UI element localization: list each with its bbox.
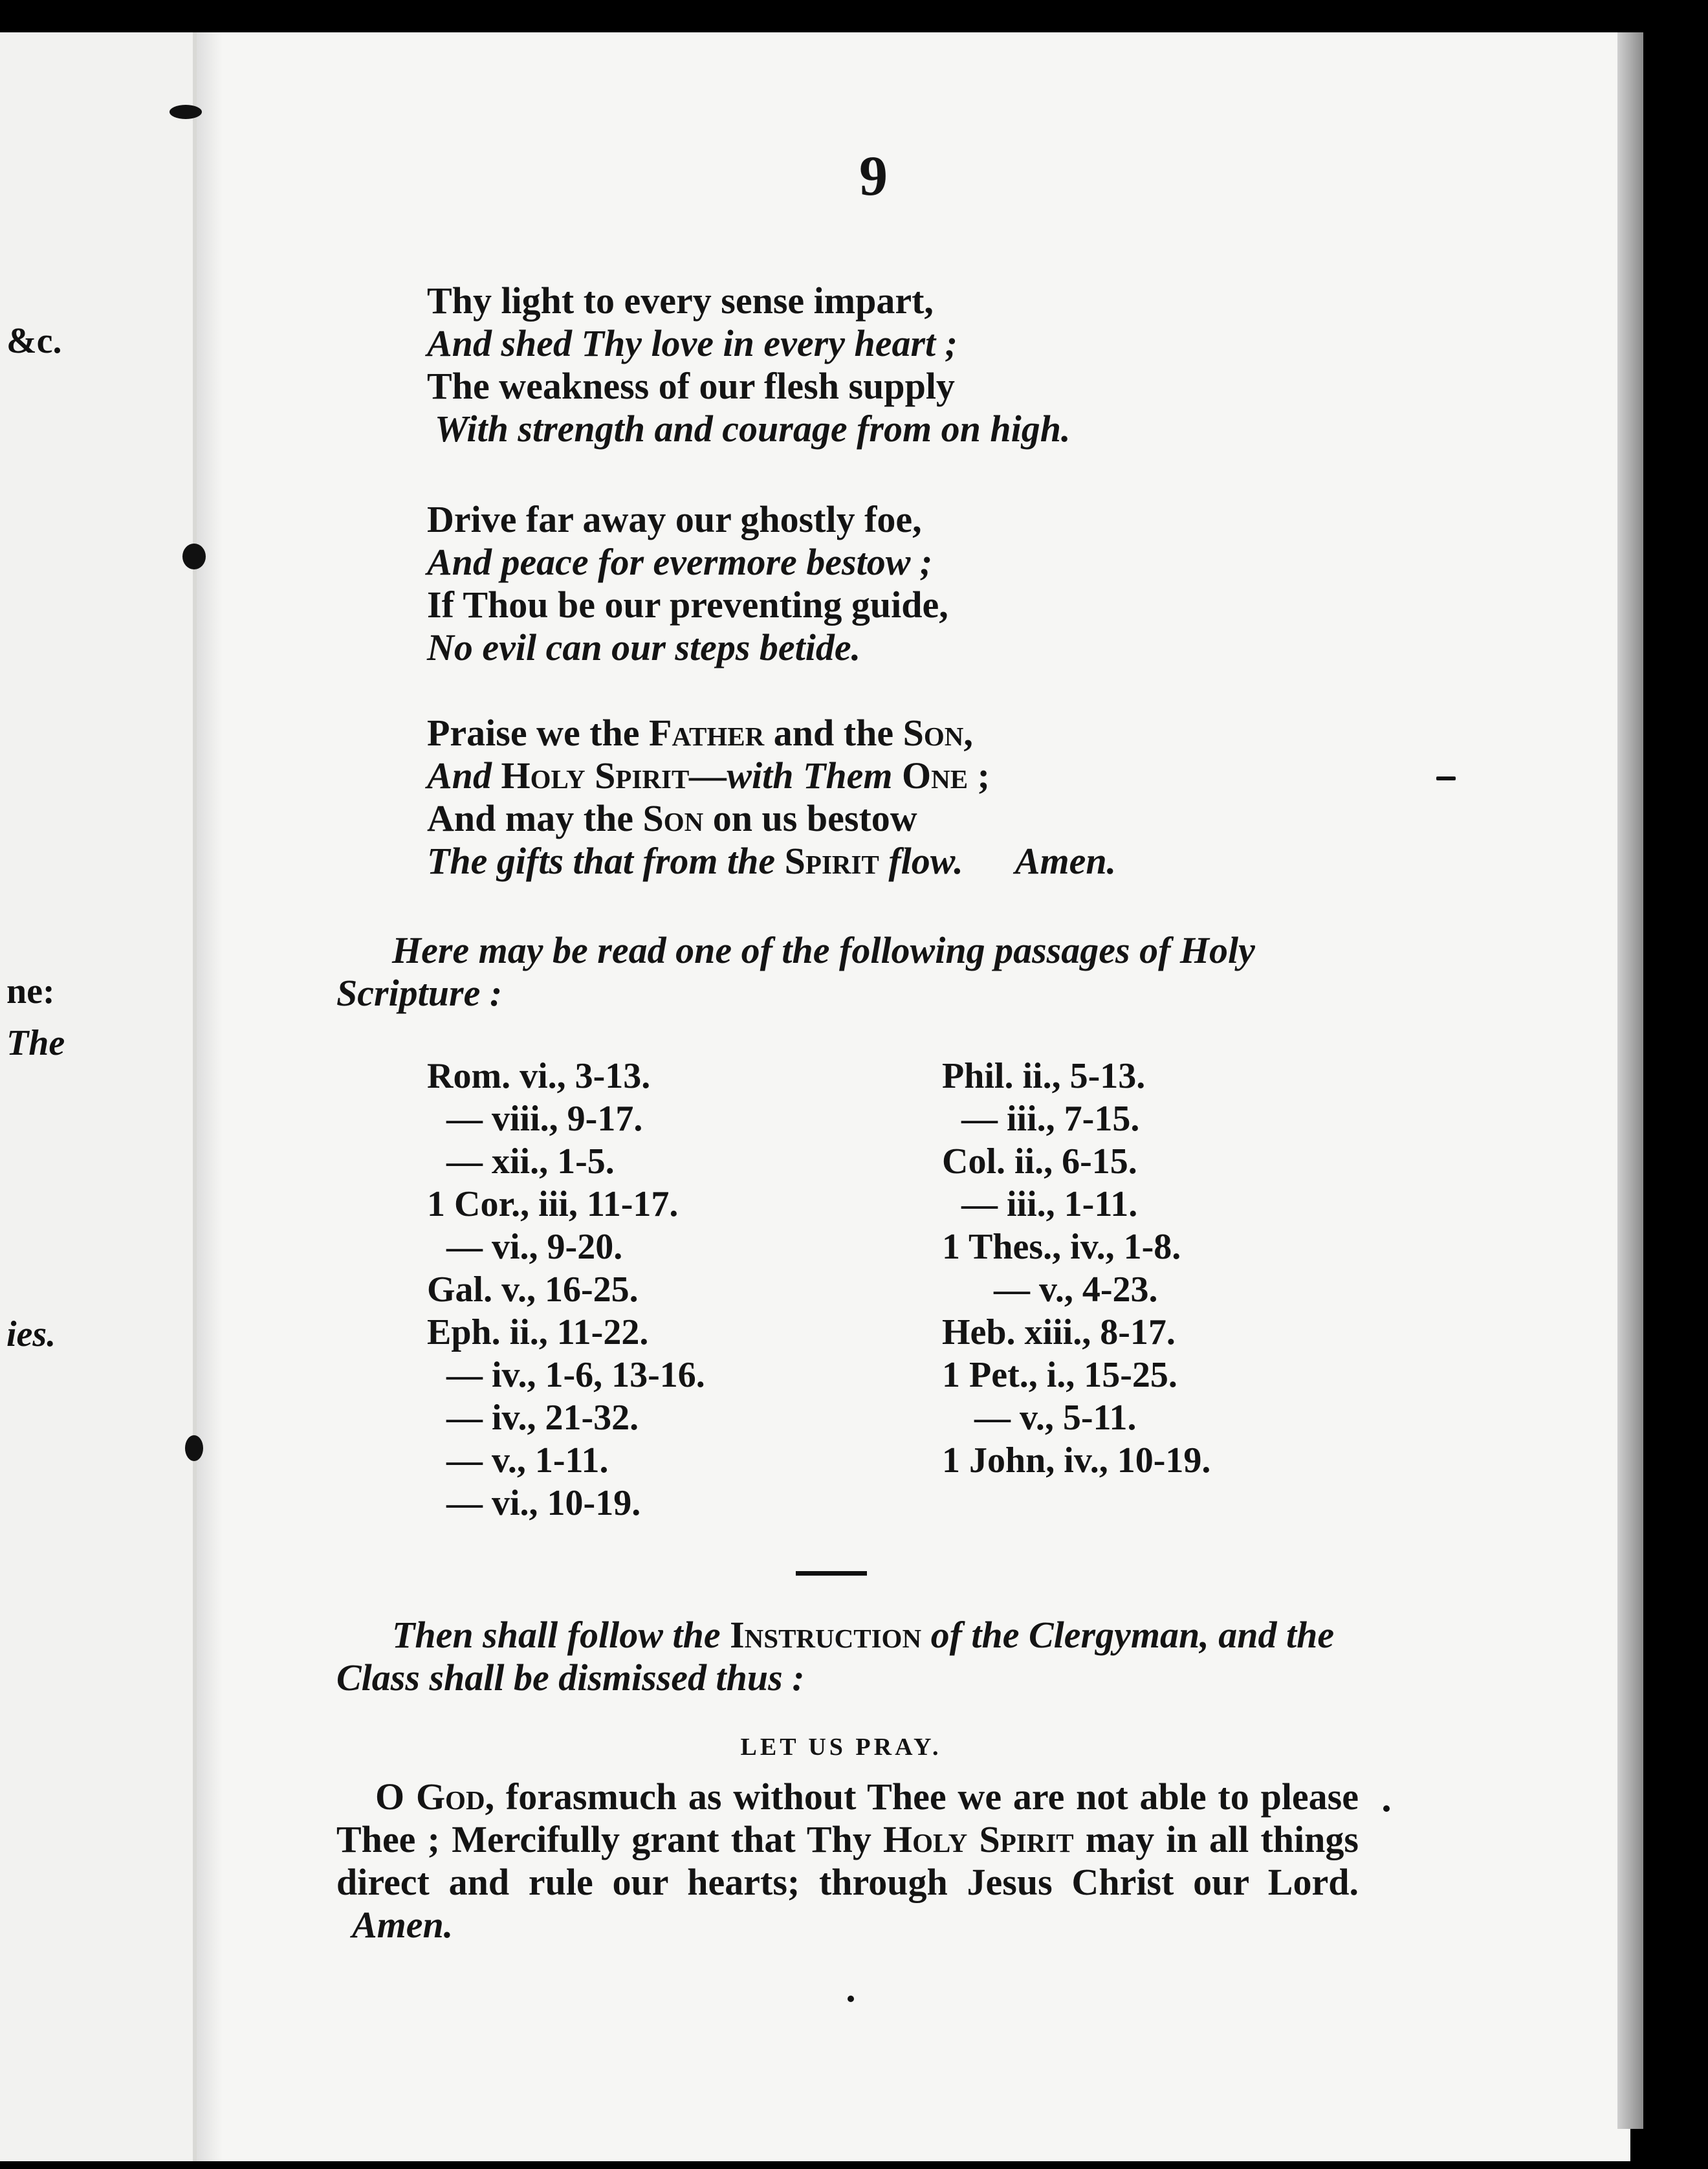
scripture-ref: Eph. ii., 11-22. xyxy=(427,1312,649,1352)
scripture-ref: Rom. vi., 3-13. xyxy=(427,1056,651,1096)
scripture-list-right xyxy=(942,1055,1210,1482)
page-gutter xyxy=(197,32,223,2161)
ink-speck xyxy=(1436,776,1456,780)
left-fragment-2: ne: xyxy=(6,971,55,1011)
verse-line: And shed Thy love in every heart ; xyxy=(427,322,958,364)
ink-speck xyxy=(1383,1805,1390,1812)
scripture-ref: — iv., 21-32. xyxy=(446,1398,639,1438)
section-divider xyxy=(796,1571,867,1576)
left-fragment-4: ies. xyxy=(6,1314,56,1354)
scripture-ref: — xii., 1-5. xyxy=(446,1141,615,1182)
scripture-ref: 1 Pet., i., 15-25. xyxy=(942,1355,1177,1395)
ink-speck xyxy=(848,1996,854,2002)
verse-line: Praise we the Father and the Son, xyxy=(427,712,973,754)
rubric-scripture: Here may be read one of the following passages of Holy Scripture : xyxy=(336,929,1255,1014)
scripture-ref: — iii., 7-15. xyxy=(961,1099,1140,1139)
left-fragment-3: The xyxy=(6,1023,65,1063)
prayer-heading: LET US PRAY. xyxy=(740,1734,942,1761)
ink-speck xyxy=(185,1435,203,1461)
scripture-ref: — v., 5-11. xyxy=(974,1398,1137,1438)
verse-line: The gifts that from the Spirit flow. Amen. xyxy=(427,840,1117,882)
verse-line: With strength and courage from on high. xyxy=(435,408,1071,450)
verse-line: Drive far away our ghostly foe, xyxy=(427,498,922,540)
scripture-ref: Gal. v., 16-25. xyxy=(427,1270,639,1310)
scripture-ref: Heb. xiii., 8-17. xyxy=(942,1312,1176,1352)
verse-line: No evil can our steps betide. xyxy=(427,626,861,668)
verse-line: And peace for evermore bestow ; xyxy=(427,541,933,583)
scripture-ref: Phil. ii., 5-13. xyxy=(942,1056,1146,1096)
left-fragment-1: &c. xyxy=(6,321,62,361)
verse-line: The weakness of our flesh supply xyxy=(427,365,955,407)
closing-prayer: O God, forasmuch as without Thee we are not able to please Thee ; Mercifully grant that Thy Holy Spirit may in all things direct and rule our hearts; through Jesus Christ our Lord. Amen. xyxy=(336,1776,1359,1946)
page-number: 9 xyxy=(859,145,888,208)
scripture-ref: — vi., 9-20. xyxy=(446,1227,623,1267)
scripture-ref: Col. ii., 6-15. xyxy=(942,1141,1137,1182)
ink-speck xyxy=(182,544,206,569)
verse-line: And may the Son on us bestow xyxy=(427,797,917,839)
scripture-list-left xyxy=(427,1055,705,1525)
scripture-ref: 1 John, iv., 10-19. xyxy=(942,1440,1211,1481)
ink-speck xyxy=(170,105,202,119)
scripture-ref: — iii., 1-11. xyxy=(961,1184,1138,1224)
hymn-stanza-3 xyxy=(427,712,1116,883)
hymn-stanza-1 xyxy=(427,280,1071,450)
rubric-instruction: Then shall follow the Instruction of the Clergyman, and the Class shall be dismissed thus : xyxy=(336,1614,1335,1699)
scripture-ref: — viii., 9-17. xyxy=(446,1099,643,1139)
scripture-ref: — vi., 10-19. xyxy=(446,1483,641,1523)
right-page-edge xyxy=(1617,32,1643,2129)
scripture-ref: — v., 1-11. xyxy=(446,1440,609,1481)
scripture-ref: — iv., 1-6, 13-16. xyxy=(446,1355,705,1395)
verse-line: Thy light to every sense impart, xyxy=(427,280,934,322)
verse-line: And Holy Spirit—with Them One ; xyxy=(427,754,990,797)
scripture-ref: — v., 4-23. xyxy=(994,1270,1158,1310)
verse-line: If Thou be our preventing guide, xyxy=(427,584,948,626)
hymn-stanza-2 xyxy=(427,498,948,669)
scripture-ref: 1 Cor., iii, 11-17. xyxy=(427,1184,679,1224)
scripture-ref: 1 Thes., iv., 1-8. xyxy=(942,1227,1181,1267)
